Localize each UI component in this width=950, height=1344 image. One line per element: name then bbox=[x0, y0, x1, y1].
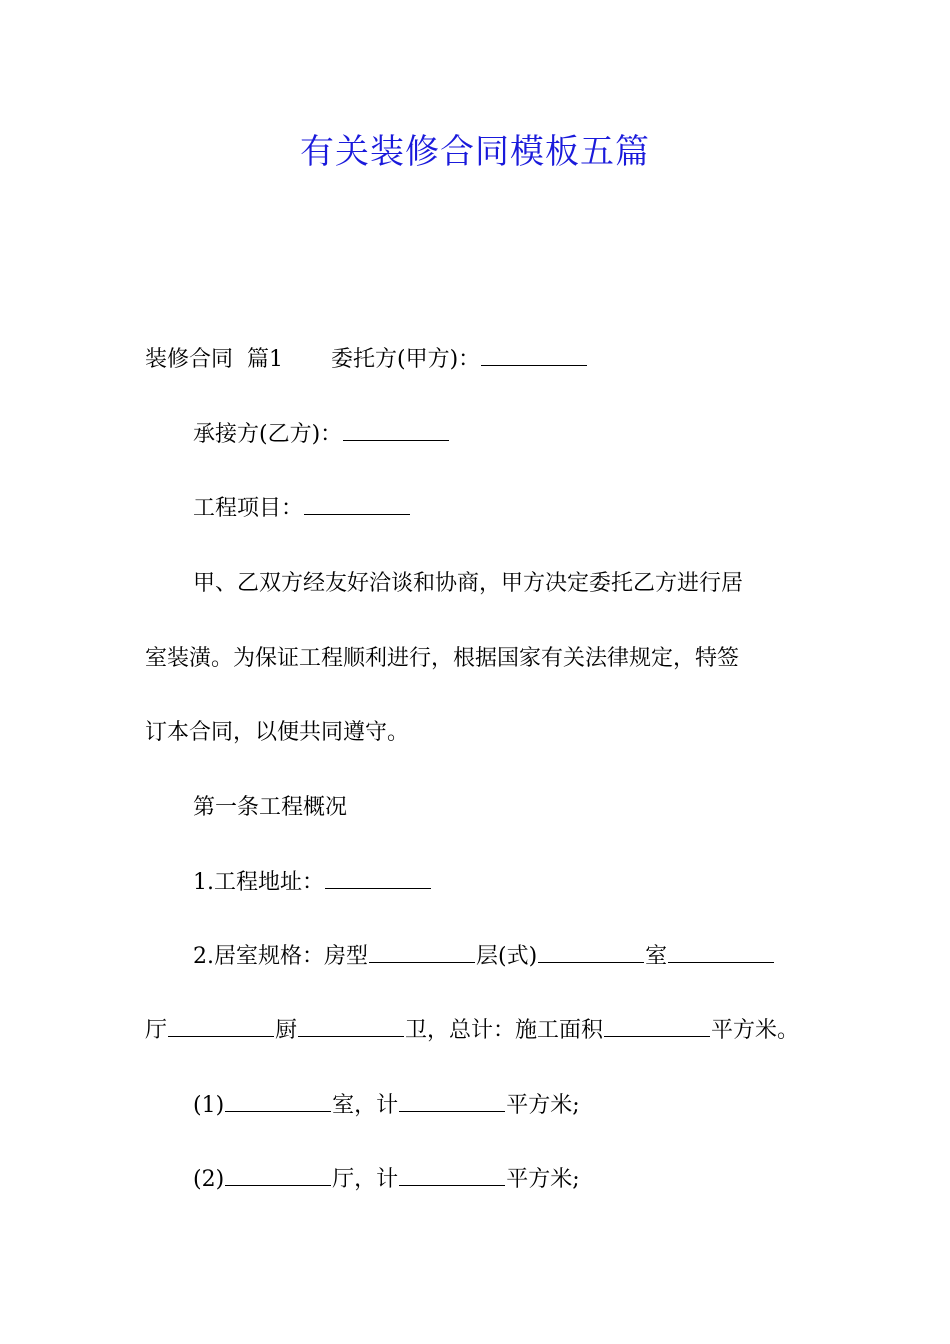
floor-label: 层(式) bbox=[476, 944, 538, 969]
party-b-blank bbox=[343, 420, 449, 441]
sub-2-prefix: (2) bbox=[193, 1167, 225, 1192]
sub-1-unit: 平方米; bbox=[506, 1093, 580, 1118]
hall-blank bbox=[168, 1016, 274, 1037]
room-label: 室 bbox=[645, 944, 668, 969]
sub-2-hall-label: 厅，计 bbox=[332, 1167, 399, 1192]
header-line bbox=[145, 344, 588, 376]
floor-blank bbox=[538, 942, 644, 963]
sub-2-hall-blank bbox=[225, 1165, 331, 1186]
house-type-blank bbox=[369, 942, 475, 963]
preamble-line-1: 甲、乙双方经友好洽谈和协商，甲方决定委托乙方进行居 bbox=[193, 571, 744, 596]
sub-2-area-blank bbox=[399, 1165, 505, 1186]
project-label: 工程项目： bbox=[193, 496, 304, 521]
item-1-line bbox=[193, 867, 432, 899]
sub-1-room-label: 室，计 bbox=[332, 1093, 399, 1118]
preamble-line-3: 订本合同，以便共同遵守。 bbox=[145, 720, 410, 745]
room-blank bbox=[668, 942, 774, 963]
document-title: 有关装修合同模板五篇 bbox=[300, 132, 650, 172]
sub-2-unit: 平方米; bbox=[506, 1167, 580, 1192]
party-a-label: 委托方(甲方)： bbox=[330, 347, 481, 372]
preamble-line-2: 室装潢。为保证工程顺利进行，根据国家有关法律规定，特签 bbox=[145, 646, 740, 671]
kitchen-blank bbox=[298, 1016, 404, 1037]
sub-1-prefix: (1) bbox=[193, 1093, 225, 1118]
address-blank bbox=[325, 868, 431, 889]
item-2-continued-line bbox=[145, 1015, 799, 1047]
party-b-label: 承接方(乙方)： bbox=[193, 422, 343, 447]
party-b-line bbox=[193, 419, 450, 451]
hall-label: 厅 bbox=[145, 1018, 168, 1043]
item-2-line bbox=[193, 941, 775, 973]
area-unit: 平方米。 bbox=[711, 1018, 800, 1043]
kitchen-label: 厨 bbox=[275, 1018, 298, 1043]
sub-1-area-blank bbox=[399, 1091, 505, 1112]
area-blank bbox=[604, 1016, 710, 1037]
item-2-prefix: 2.居室规格：房型 bbox=[193, 944, 368, 969]
section-label: 装修合同 篇1 bbox=[145, 347, 283, 372]
sub-item-2-line bbox=[193, 1164, 580, 1196]
bath-total-label: 卫，总计：施工面积 bbox=[405, 1018, 604, 1043]
sub-1-room-blank bbox=[225, 1091, 331, 1112]
project-blank bbox=[304, 494, 410, 515]
party-a-blank bbox=[481, 345, 587, 366]
sub-item-1-line bbox=[193, 1090, 580, 1122]
item-1-label: 1.工程地址： bbox=[193, 870, 324, 895]
project-line bbox=[193, 493, 411, 525]
article-1-heading: 第一条工程概况 bbox=[193, 795, 348, 820]
